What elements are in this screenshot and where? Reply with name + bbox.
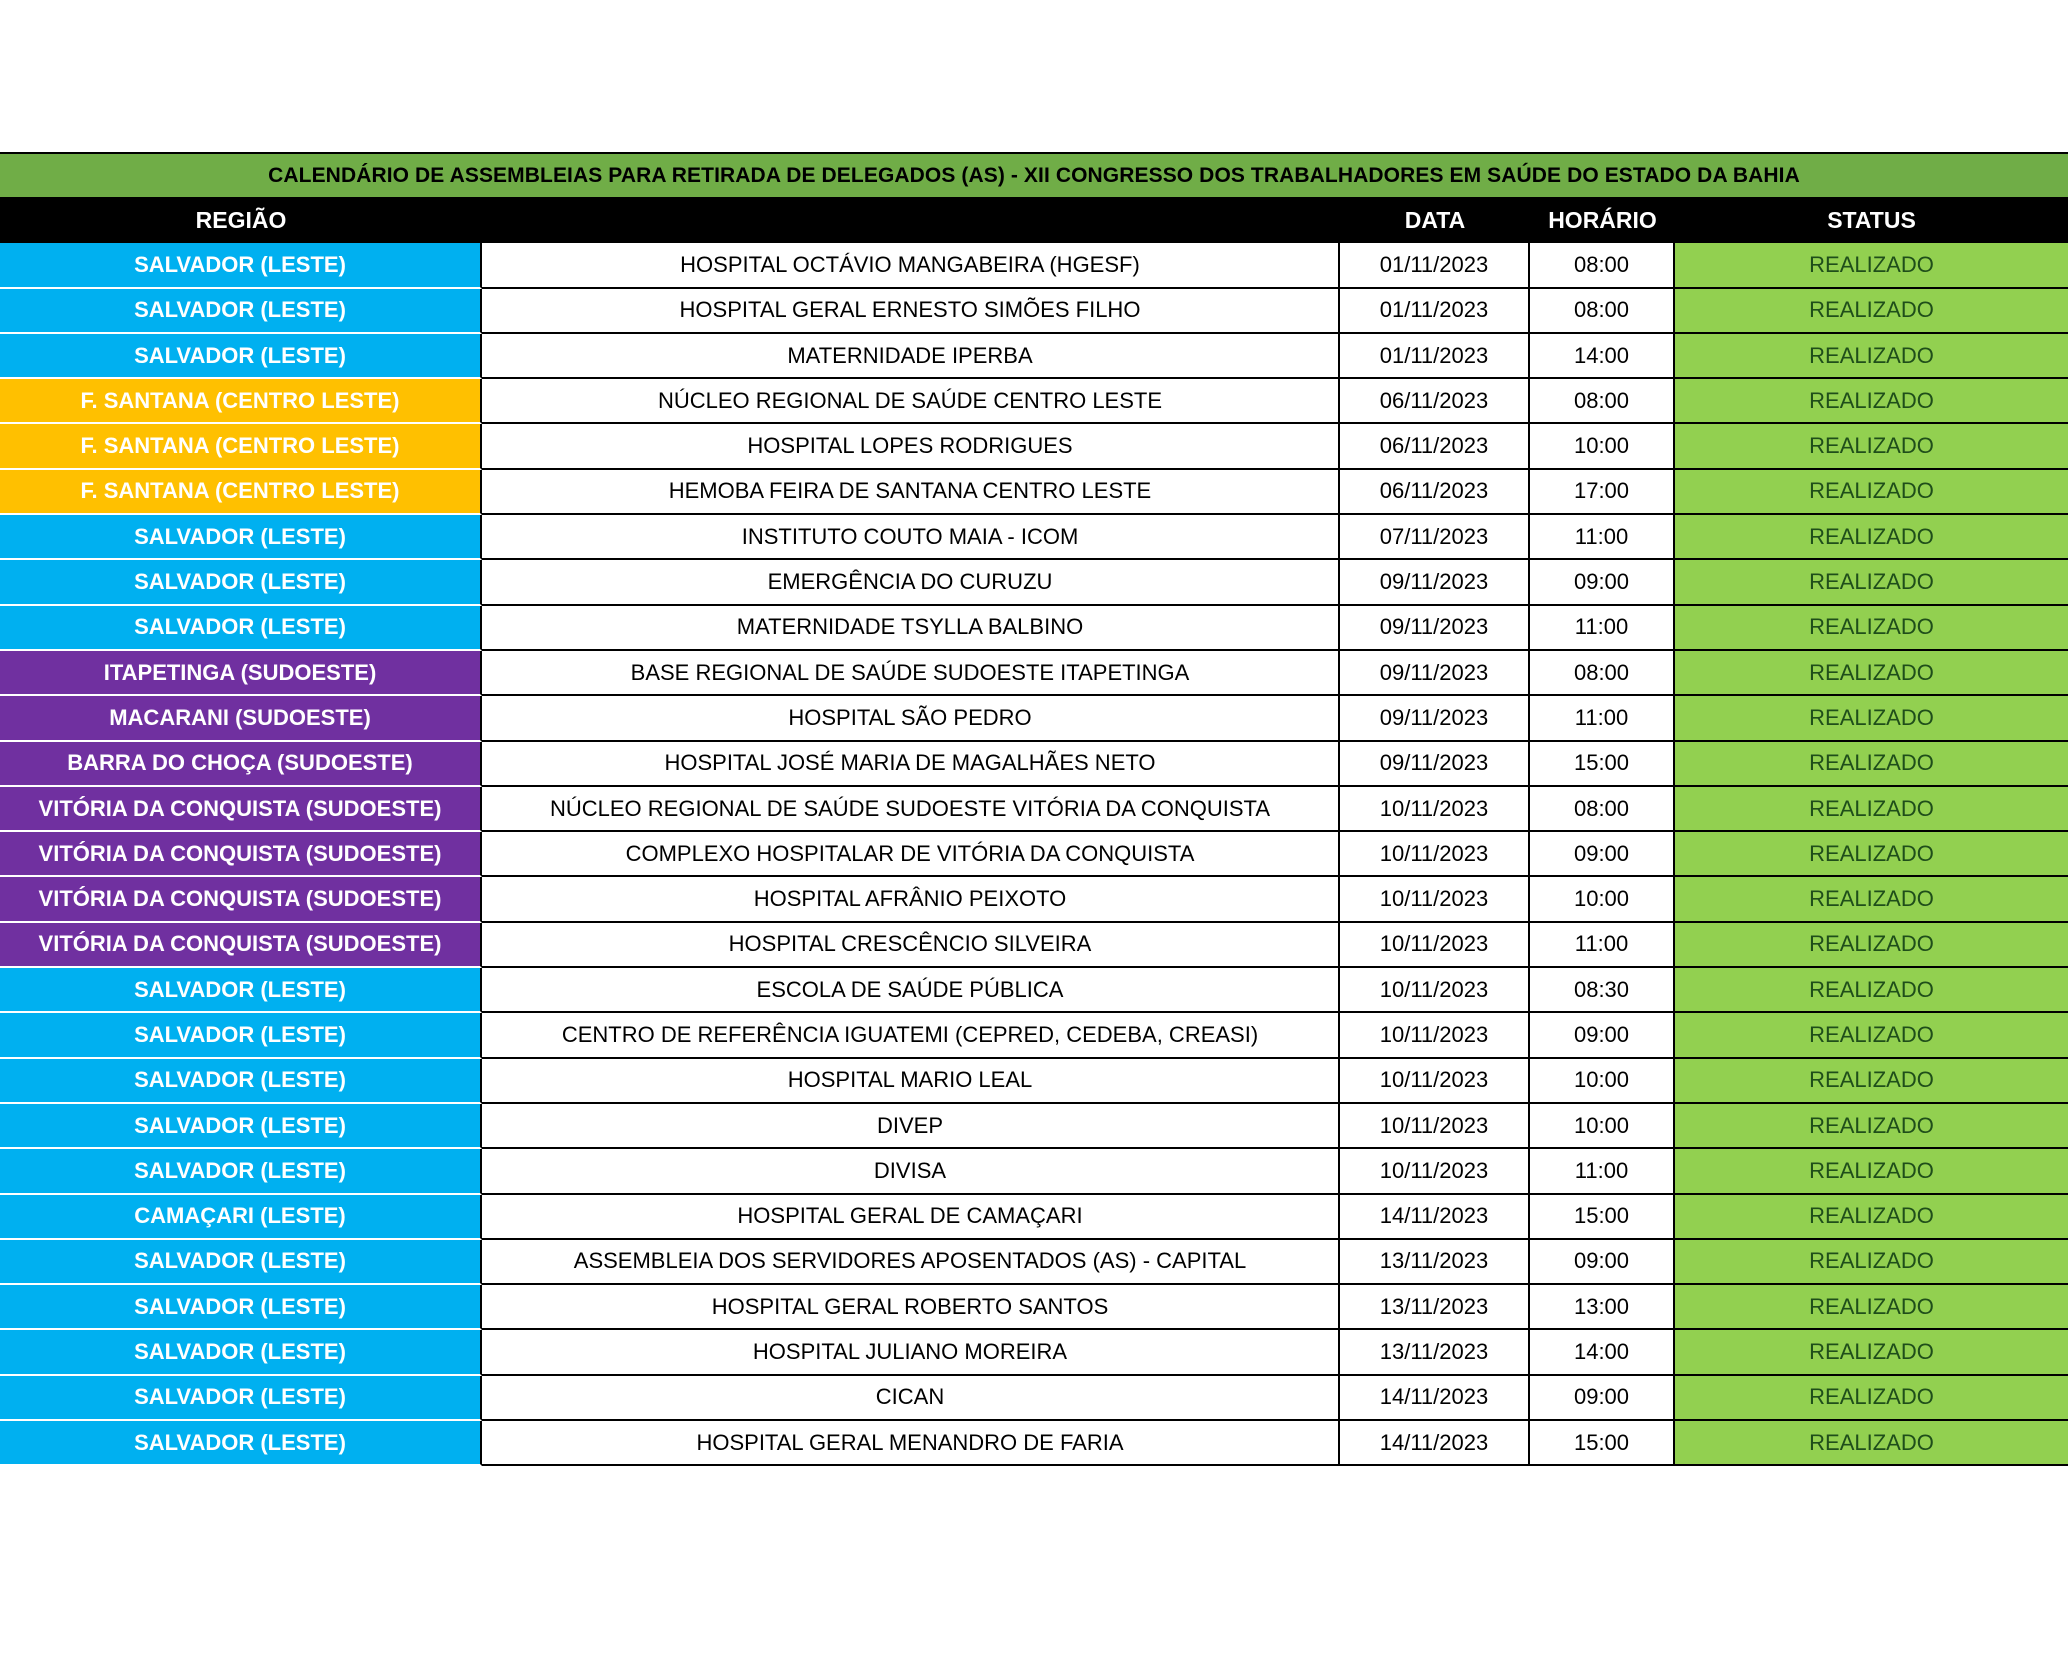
cell-local: BASE REGIONAL DE SAÚDE SUDOESTE ITAPETINGA [482,651,1340,696]
cell-local: HOSPITAL MARIO LEAL [482,1059,1340,1104]
cell-local: CICAN [482,1376,1340,1421]
cell-data: 09/11/2023 [1340,606,1530,651]
cell-status: REALIZADO [1675,923,2068,968]
table-row [0,787,2068,832]
cell-status: REALIZADO [1675,289,2068,334]
cell-local: HOSPITAL GERAL DE CAMAÇARI [482,1195,1340,1240]
cell-data: 13/11/2023 [1340,1285,1530,1330]
cell-local: NÚCLEO REGIONAL DE SAÚDE SUDOESTE VITÓRIA DA CONQUISTA [482,787,1340,832]
cell-regiao: F. SANTANA (CENTRO LESTE) [0,470,482,515]
cell-data: 01/11/2023 [1340,243,1530,288]
cell-data: 10/11/2023 [1340,968,1530,1013]
cell-horario: 10:00 [1530,1059,1675,1104]
cell-regiao: VITÓRIA DA CONQUISTA (SUDOESTE) [0,877,482,922]
table-row [0,1013,2068,1058]
cell-data: 13/11/2023 [1340,1240,1530,1285]
table-row [0,832,2068,877]
cell-data: 10/11/2023 [1340,832,1530,877]
table-row [0,968,2068,1013]
cell-regiao: VITÓRIA DA CONQUISTA (SUDOESTE) [0,923,482,968]
table-row [0,1421,2068,1466]
cell-local: HOSPITAL JOSÉ MARIA DE MAGALHÃES NETO [482,742,1340,787]
cell-data: 14/11/2023 [1340,1195,1530,1240]
table-row [0,923,2068,968]
table-row [0,1285,2068,1330]
table-body [0,243,2068,1466]
cell-data: 09/11/2023 [1340,651,1530,696]
cell-local: DIVISA [482,1149,1340,1194]
cell-regiao: SALVADOR (LESTE) [0,289,482,334]
cell-horario: 11:00 [1530,696,1675,741]
cell-local: HEMOBA FEIRA DE SANTANA CENTRO LESTE [482,470,1340,515]
header-status: STATUS [1827,207,1916,234]
cell-horario: 11:00 [1530,606,1675,651]
cell-horario: 13:00 [1530,1285,1675,1330]
cell-data: 10/11/2023 [1340,1013,1530,1058]
cell-horario: 15:00 [1530,1421,1675,1466]
header-regiao: REGIÃO [195,207,287,234]
cell-horario: 08:00 [1530,379,1675,424]
cell-data: 06/11/2023 [1340,470,1530,515]
table-row [0,1376,2068,1421]
cell-horario: 14:00 [1530,334,1675,379]
header-data: DATA [1404,207,1466,234]
cell-horario: 08:00 [1530,787,1675,832]
cell-status: REALIZADO [1675,1059,2068,1104]
cell-data: 07/11/2023 [1340,515,1530,560]
cell-status: REALIZADO [1675,1421,2068,1466]
cell-data: 13/11/2023 [1340,1330,1530,1375]
table-row [0,334,2068,379]
table-row [0,1149,2068,1194]
cell-horario: 10:00 [1530,877,1675,922]
cell-data: 14/11/2023 [1340,1376,1530,1421]
cell-status: REALIZADO [1675,787,2068,832]
cell-regiao: VITÓRIA DA CONQUISTA (SUDOESTE) [0,832,482,877]
cell-local: HOSPITAL SÃO PEDRO [482,696,1340,741]
cell-local: CENTRO DE REFERÊNCIA IGUATEMI (CEPRED, CEDEBA, CREASI) [482,1013,1340,1058]
cell-status: REALIZADO [1675,560,2068,605]
cell-regiao: SALVADOR (LESTE) [0,1149,482,1194]
table-row [0,877,2068,922]
cell-status: REALIZADO [1675,243,2068,288]
cell-horario: 11:00 [1530,1149,1675,1194]
cell-regiao: SALVADOR (LESTE) [0,334,482,379]
cell-local: HOSPITAL AFRÂNIO PEIXOTO [482,877,1340,922]
cell-data: 14/11/2023 [1340,1421,1530,1466]
cell-horario: 09:00 [1530,1240,1675,1285]
cell-horario: 10:00 [1530,424,1675,469]
cell-status: REALIZADO [1675,968,2068,1013]
header-horario: HORÁRIO [1548,207,1657,234]
cell-status: REALIZADO [1675,1013,2068,1058]
table-row [0,742,2068,787]
cell-regiao: CAMAÇARI (LESTE) [0,1195,482,1240]
cell-local: HOSPITAL GERAL MENANDRO DE FARIA [482,1421,1340,1466]
cell-regiao: SALVADOR (LESTE) [0,1013,482,1058]
cell-regiao: SALVADOR (LESTE) [0,1421,482,1466]
cell-status: REALIZADO [1675,515,2068,560]
cell-horario: 15:00 [1530,1195,1675,1240]
table-row [0,1240,2068,1285]
cell-local: HOSPITAL GERAL ERNESTO SIMÕES FILHO [482,289,1340,334]
table-row [0,1059,2068,1104]
cell-status: REALIZADO [1675,651,2068,696]
cell-regiao: BARRA DO CHOÇA (SUDOESTE) [0,742,482,787]
cell-data: 01/11/2023 [1340,334,1530,379]
table-row [0,1330,2068,1375]
cell-local: HOSPITAL OCTÁVIO MANGABEIRA (HGESF) [482,243,1340,288]
cell-local: EMERGÊNCIA DO CURUZU [482,560,1340,605]
cell-local: HOSPITAL GERAL ROBERTO SANTOS [482,1285,1340,1330]
cell-local: HOSPITAL JULIANO MOREIRA [482,1330,1340,1375]
cell-status: REALIZADO [1675,1376,2068,1421]
cell-local: ESCOLA DE SAÚDE PÚBLICA [482,968,1340,1013]
cell-local: ASSEMBLEIA DOS SERVIDORES APOSENTADOS (AS) - CAPITAL [482,1240,1340,1285]
cell-status: REALIZADO [1675,1104,2068,1149]
cell-horario: 08:30 [1530,968,1675,1013]
cell-horario: 09:00 [1530,1013,1675,1058]
cell-local: MATERNIDADE TSYLLA BALBINO [482,606,1340,651]
cell-data: 10/11/2023 [1340,1104,1530,1149]
cell-status: REALIZADO [1675,1149,2068,1194]
table-row [0,515,2068,560]
cell-regiao: SALVADOR (LESTE) [0,968,482,1013]
cell-horario: 11:00 [1530,923,1675,968]
cell-regiao: F. SANTANA (CENTRO LESTE) [0,379,482,424]
table-row [0,470,2068,515]
cell-horario: 09:00 [1530,1376,1675,1421]
table-title: CALENDÁRIO DE ASSEMBLEIAS PARA RETIRADA DE DELEGADOS (AS) - XII CONGRESSO DOS TRABALHADORES EM SAÚDE DO ESTADO DA BAHIA [0,152,2068,198]
cell-status: REALIZADO [1675,1240,2068,1285]
table-row [0,651,2068,696]
cell-status: REALIZADO [1675,334,2068,379]
cell-regiao: VITÓRIA DA CONQUISTA (SUDOESTE) [0,787,482,832]
cell-horario: 14:00 [1530,1330,1675,1375]
cell-regiao: SALVADOR (LESTE) [0,243,482,288]
cell-status: REALIZADO [1675,379,2068,424]
cell-status: REALIZADO [1675,1285,2068,1330]
cell-status: REALIZADO [1675,606,2068,651]
table-header [0,198,2068,243]
cell-regiao: SALVADOR (LESTE) [0,560,482,605]
cell-horario: 09:00 [1530,832,1675,877]
table-row [0,560,2068,605]
cell-horario: 08:00 [1530,651,1675,696]
cell-regiao: ITAPETINGA (SUDOESTE) [0,651,482,696]
cell-data: 06/11/2023 [1340,379,1530,424]
table-row [0,606,2068,651]
table-row [0,1195,2068,1240]
cell-status: REALIZADO [1675,696,2068,741]
cell-local: DIVEP [482,1104,1340,1149]
cell-regiao: SALVADOR (LESTE) [0,1376,482,1421]
cell-horario: 10:00 [1530,1104,1675,1149]
cell-status: REALIZADO [1675,832,2068,877]
cell-status: REALIZADO [1675,1195,2068,1240]
cell-regiao: SALVADOR (LESTE) [0,1104,482,1149]
table-row [0,243,2068,288]
cell-regiao: SALVADOR (LESTE) [0,515,482,560]
cell-status: REALIZADO [1675,470,2068,515]
cell-status: REALIZADO [1675,877,2068,922]
cell-horario: 17:00 [1530,470,1675,515]
cell-regiao: SALVADOR (LESTE) [0,1059,482,1104]
cell-data: 10/11/2023 [1340,787,1530,832]
cell-local: INSTITUTO COUTO MAIA - ICOM [482,515,1340,560]
cell-regiao: F. SANTANA (CENTRO LESTE) [0,424,482,469]
cell-regiao: SALVADOR (LESTE) [0,1330,482,1375]
cell-horario: 09:00 [1530,560,1675,605]
cell-local: NÚCLEO REGIONAL DE SAÚDE CENTRO LESTE [482,379,1340,424]
cell-local: HOSPITAL CRESCÊNCIO SILVEIRA [482,923,1340,968]
cell-horario: 08:00 [1530,289,1675,334]
cell-horario: 08:00 [1530,243,1675,288]
cell-status: REALIZADO [1675,1330,2068,1375]
cell-status: REALIZADO [1675,742,2068,787]
cell-data: 09/11/2023 [1340,560,1530,605]
cell-data: 10/11/2023 [1340,877,1530,922]
cell-data: 06/11/2023 [1340,424,1530,469]
schedule-sheet [0,152,2068,1466]
cell-status: REALIZADO [1675,424,2068,469]
table-row [0,424,2068,469]
cell-local: COMPLEXO HOSPITALAR DE VITÓRIA DA CONQUISTA [482,832,1340,877]
table-row [0,1104,2068,1149]
cell-data: 01/11/2023 [1340,289,1530,334]
cell-data: 10/11/2023 [1340,923,1530,968]
cell-data: 10/11/2023 [1340,1059,1530,1104]
header-local [482,198,1340,243]
cell-regiao: SALVADOR (LESTE) [0,1240,482,1285]
table-row [0,289,2068,334]
cell-data: 09/11/2023 [1340,696,1530,741]
table-row [0,696,2068,741]
cell-horario: 15:00 [1530,742,1675,787]
cell-local: MATERNIDADE IPERBA [482,334,1340,379]
cell-regiao: MACARANI (SUDOESTE) [0,696,482,741]
cell-local: HOSPITAL LOPES RODRIGUES [482,424,1340,469]
cell-data: 10/11/2023 [1340,1149,1530,1194]
cell-horario: 11:00 [1530,515,1675,560]
cell-regiao: SALVADOR (LESTE) [0,606,482,651]
cell-regiao: SALVADOR (LESTE) [0,1285,482,1330]
table-row [0,379,2068,424]
cell-data: 09/11/2023 [1340,742,1530,787]
